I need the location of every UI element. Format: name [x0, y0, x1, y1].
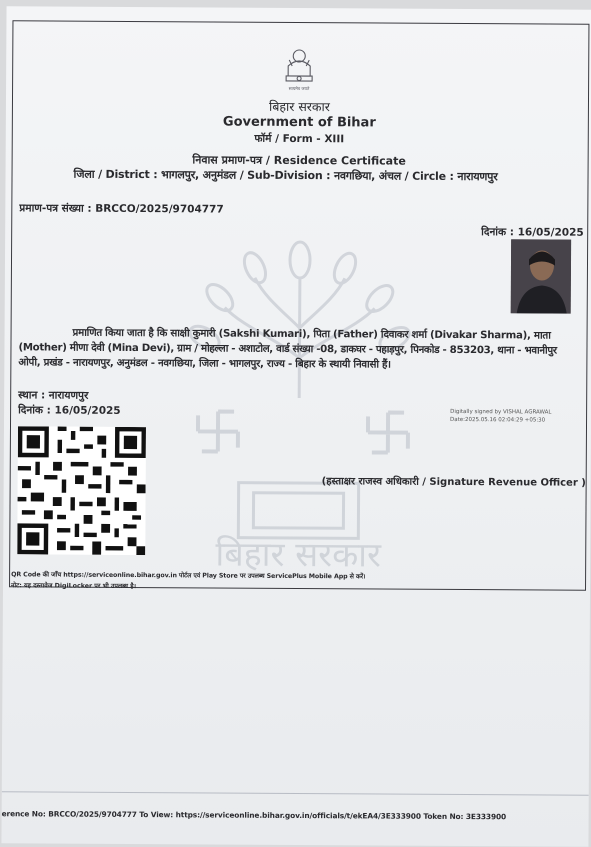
digital-signature-date: Date:2025.05.16 02:04:29 +05:30: [450, 416, 546, 424]
digilocker-note: नोट: यह दस्तावेज DigiLocker पर भी उपलब्ध है।: [11, 582, 136, 591]
digital-signature-name: Digitally signed by VISHAL AGRAWAL: [450, 408, 552, 416]
footer-divider: [2, 791, 589, 796]
jurisdiction-line: जिला / District : भागलपुर, अनुमंडल / Sub-Division : नवगछिया, अंचल / Circle : नारायणपुर: [73, 167, 498, 184]
applicant-photo: [511, 239, 571, 313]
issue-date-top: दिनांक : 16/05/2025: [481, 226, 584, 239]
certificate-number: प्रमाण-पत्र संख्या : BRCCO/2025/9704777: [19, 202, 224, 216]
watermark-text: बिहार सरकार: [215, 534, 382, 576]
swastika-watermark-left-icon: [194, 407, 242, 455]
state-name-hindi: बिहार सरकार: [268, 98, 330, 115]
certificate-body-line-3: ओपी, प्रखंड - नारायणपुर, अनुमंडल - नवगछिया, जिला - भागलपुर, राज्य - बिहार के स्थायी निवासी हैं।: [18, 357, 391, 371]
qr-verification-note: QR Code की जाँच https://serviceonline.bihar.gov.in पोर्टल एवं Play Store पर उपलब्ध ServicePlus Mobile App से करें।: [11, 571, 366, 581]
signatory-label: (हस्ताक्षर राजस्व अधिकारी / Signature Revenue Officer ): [321, 476, 586, 489]
issue-date-bottom: दिनांक : 16/05/2025: [18, 404, 121, 417]
certificate-page: [1, 6, 591, 847]
emblem-motto: सत्यमेव जयते: [288, 85, 310, 92]
swastika-watermark-right-icon: [364, 408, 412, 456]
certificate-title: निवास प्रमाण-पत्र / Residence Certificate: [192, 153, 406, 168]
form-number: फॉर्म / Form - XIII: [254, 132, 345, 146]
place-label: स्थान : नारायणपुर: [18, 389, 89, 402]
footer-reference: erence No: BRCCO/2025/9704777 To View: https://serviceonline.bihar.gov.in/officials/t/ekEA4/3E333900 Token No: 3E333900: [1, 809, 507, 822]
ashoka-emblem-icon: [274, 46, 324, 96]
state-name-english: Government of Bihar: [222, 114, 376, 131]
certificate-body-line-2: (Mother) मीणा देवी (Mina Devi), ग्राम / मोहल्ला - अशाटोल, वार्ड संख्या -08, डाकघर - पहाड़पुर, पिनकोड - 853203, थाना - भवानीपुर: [18, 342, 557, 357]
certificate-body-line-1: प्रमाणित किया जाता है कि साक्षी कुमारी (Sakshi Kumari), पिता (Father) दिवाकर शर्मा (Divakar Sharma), माता: [72, 327, 551, 342]
verification-qr-code[interactable]: [17, 426, 146, 555]
